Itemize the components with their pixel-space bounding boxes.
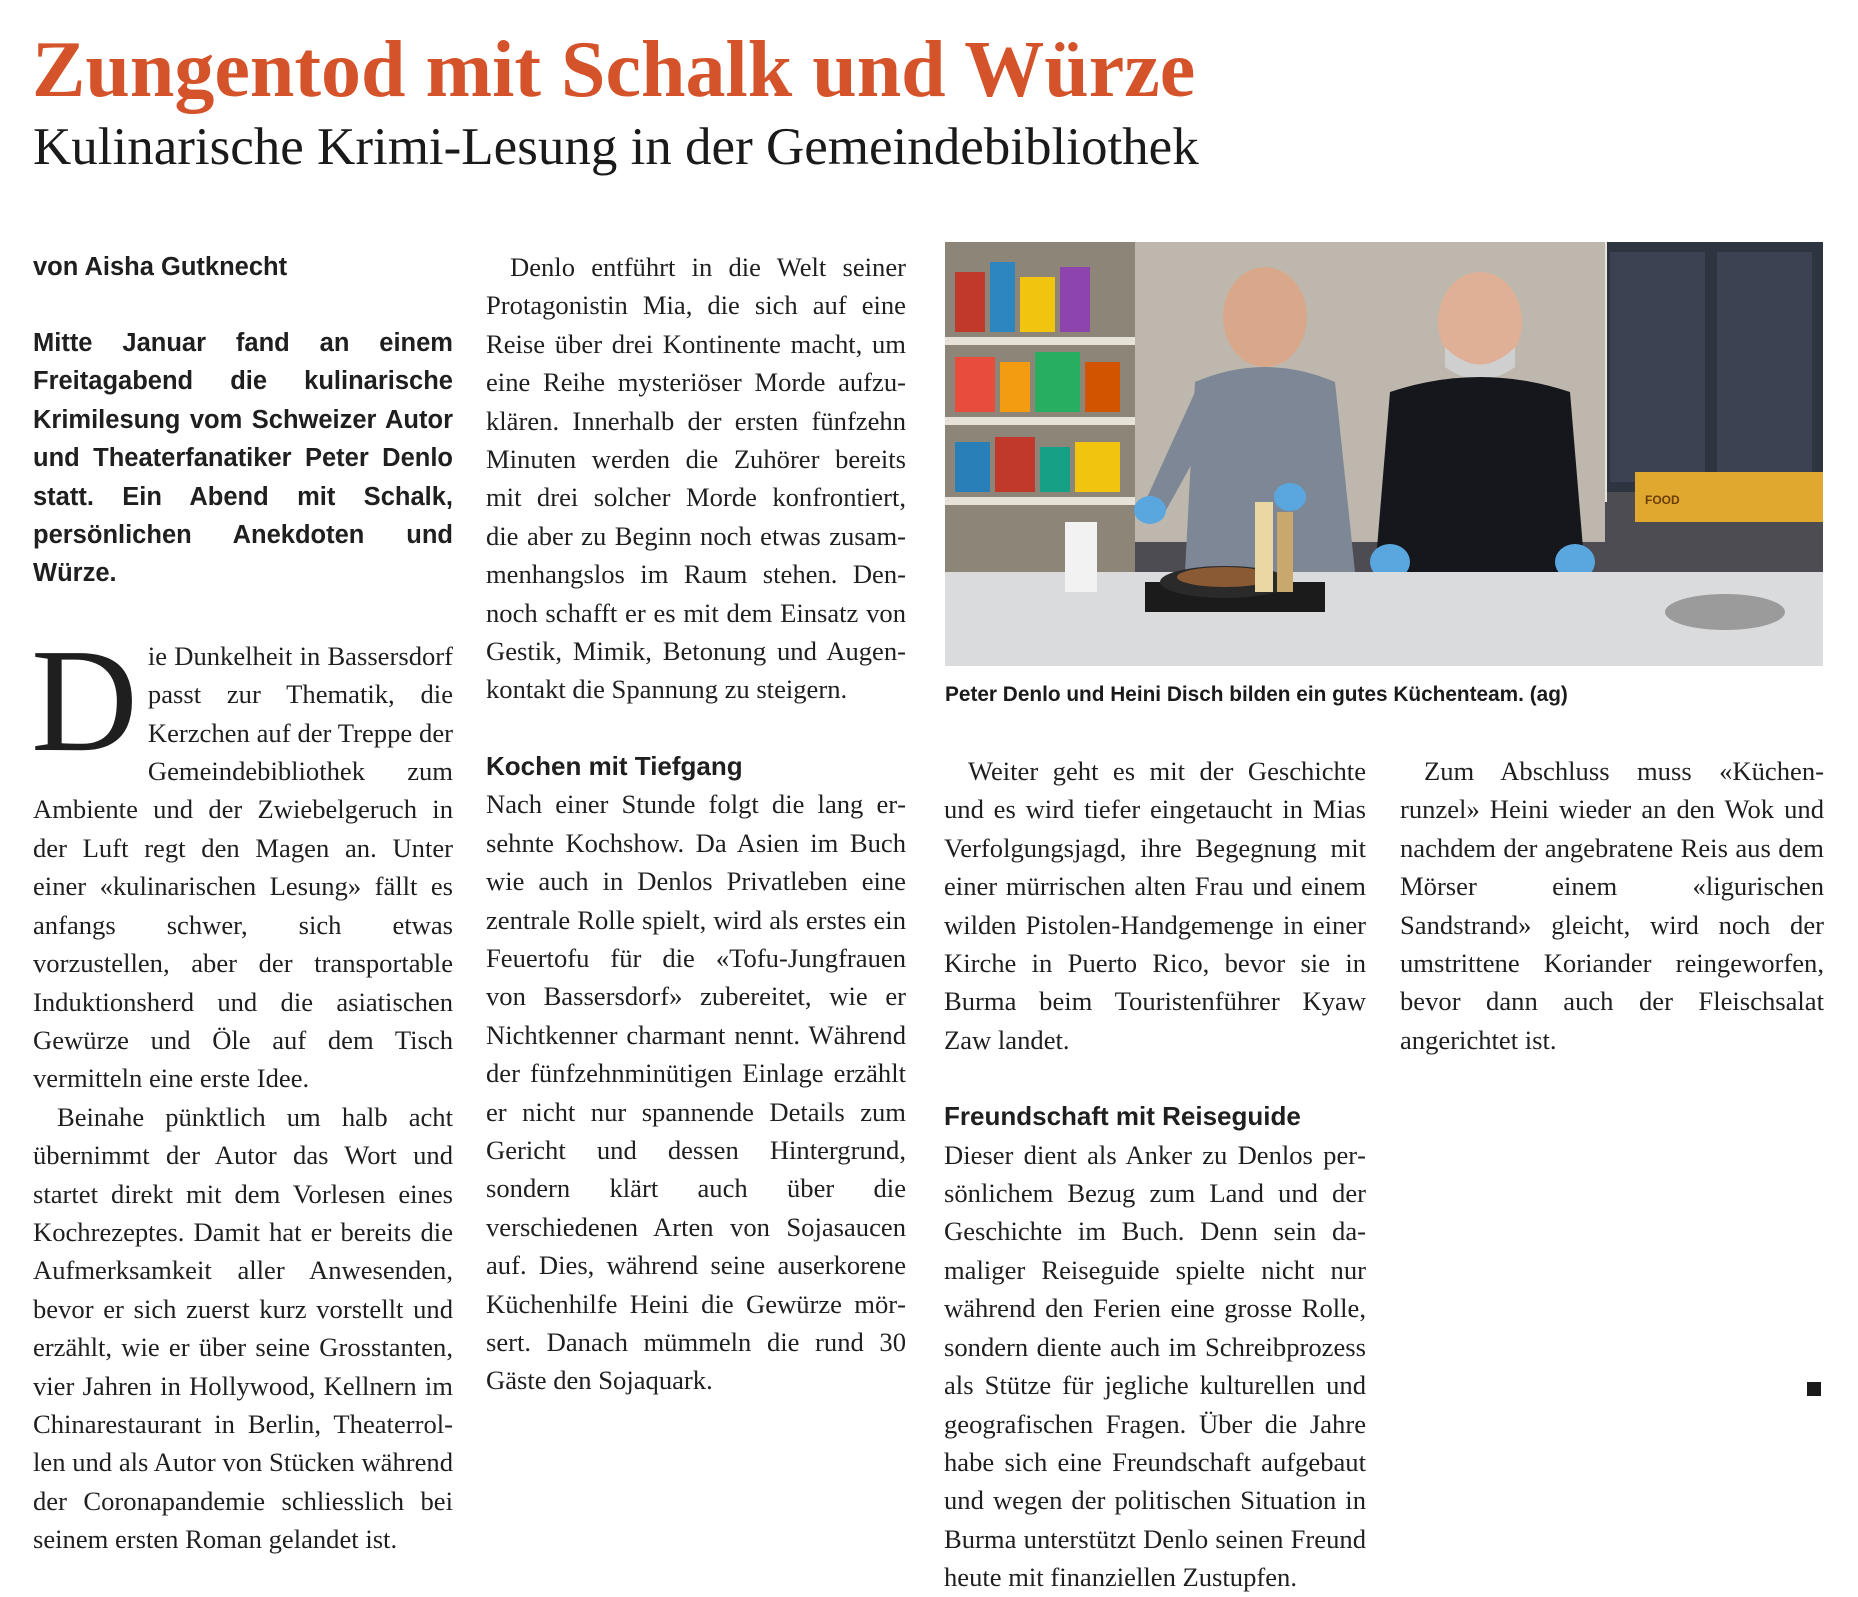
body-paragraph-6: Dieser dient als Anker zu Denlos persönlichem Bezug zum Land und der Geschichte im Buch. Denn sein damaliger Reiseguide spielte nicht nur während den Ferien eine grosse Rolle, sondern diente auch im Schreibprozess als Stütze für jegliche kulturellen und geografischen Fragen. Über die Jahre habe sich eine Freundschaft aufgebaut und wegen der politischen Situation in Burma unterstützt Denlo seinen Freund heute mit finanziellen Zustupfen. bbox=[944, 1139, 1366, 1593]
body-paragraph-2: Beinahe pünktlich um halb acht übernimmt der Autor das Wort und startet direkt mit dem Vorlesen eines Kochrezeptes. Damit hat er bereits die Aufmerksamkeit aller Anwesenden, bevor er sich zuerst kurz vorstellt und erzählt, wie er über seine Grosstanten, vier Jahren in Hollywood, Kellnern im Chinarestaurant in Berlin, Theaterrollen und als Autor von Stücken während der Coronapandemie schliesslich bei seinem ersten Roman gelandet ist. bbox=[33, 1101, 453, 1555]
article-title: Zungentod mit Schalk und Würze bbox=[32, 26, 1196, 114]
column-4 bbox=[1400, 752, 1824, 1059]
subhead-freundschaft-mit-reiseguide: Freundschaft mit Reiseguide bbox=[944, 1101, 1301, 1132]
kitchen-photo bbox=[945, 242, 1823, 666]
article-subtitle: Kulinarische Krimi-Lesung in der Gemeindebibliothek bbox=[33, 118, 1199, 176]
shelf-book-label: FOOD bbox=[1645, 493, 1680, 507]
subhead-kochen-mit-tiefgang: Kochen mit Tiefgang bbox=[486, 750, 743, 781]
body-paragraph-7: Zum Abschluss muss «Küchenrunzel» Heini wieder an den Wok und nachdem der angebratene Reis aus dem Mörser einem «ligurischen Sandstrand» gleicht, wird noch der umstrittene Koriander reingeworfen, bevor dann auch der Fleischsalat angerichtet ist. bbox=[1400, 756, 1824, 1055]
photo-caption: Peter Denlo und Heini Disch bilden ein gutes Küchenteam. (ag) bbox=[945, 683, 1568, 706]
author-byline: von Aisha Gutknecht bbox=[33, 253, 288, 281]
body-paragraph-1 bbox=[31, 618, 453, 1098]
body-paragraph-4: Nach einer Stunde folgt die lang ersehnte Kochshow. Da Asien im Buch wie auch in Denlos Privatleben eine zentrale Rolle spielt, wird als erstes ein Feuertofu für die «Tofu-Jungfrauen von Bassersdorf» zubereitet, wie er Nichtkenner charmant nennt. Während der fünfzehnminütigen Einlage erzählt er nicht nur spannende Details zum Gericht und dessen Hintergrund, sondern klärt auch über die verschiedenen Arten von Sojasaucen auf. Dies, während seine auserkorene Küchenhilfe Heini die Gewürze mörsert. Danach mümmeln die rund 30 Gäste den Sojaquark. bbox=[486, 789, 906, 1396]
kitchen-scene-illustration bbox=[945, 242, 1823, 666]
body-paragraph-5: Weiter geht es mit der Geschichte und es wird tiefer eingetaucht in Mias Verfolgungsjagd, ihre Begegnung mit einer mürrischen alten Frau und einem wilden Pistolen-Handgemenge in einer Kirche in Puerto Rico, bevor sie in Burma beim Touristenführer Kyaw Zaw landet. bbox=[944, 756, 1366, 1055]
column-1 bbox=[33, 248, 453, 1559]
drop-cap: D bbox=[31, 618, 138, 783]
article-end-mark bbox=[1807, 1382, 1821, 1396]
body-paragraph-3: Denlo entführt in die Welt seiner Protagonistin Mia, die sich auf eine Reise über drei Kontinente macht, um eine Reihe mysteriöser Morde aufzuklären. Innerhalb der ersten fünfzehn Minuten werden die Zuhörer bereits mit drei solcher Morde konfrontiert, die aber zu Beginn noch etwas zusammenhangslos im Raum stehen. Dennoch schafft er es mit dem Einsatz von Gestik, Mimik, Betonung und Augenkontakt die Spannung zu steigern. bbox=[486, 252, 906, 705]
paragraph-1-text: ie Dunkelheit in Bassersdorf passt zur Thematik, die Kerzchen auf der Treppe der Gemeindebibliothek zum Ambiente und der Zwiebelgeruch in der Luft regt den Magen an. Unter einer «kulinarischen Lesung» fällt es anfangs schwer, sich etwas vorzustellen, aber der transportable Induktionsherd und die asiatischen Gewürze und Öle auf dem Tisch vermitteln eine erste Idee. bbox=[33, 640, 453, 1094]
column-3 bbox=[944, 752, 1366, 1597]
column-2 bbox=[486, 248, 906, 1400]
lead-paragraph: Mitte Januar fand an einem Freitagabend die kulinarische Krimilesung vom Schweizer Autor und Theaterfanatiker Peter Denlo statt. Ein Abend mit Schalk, persönlichen Anekdoten und Würze. bbox=[33, 329, 453, 588]
